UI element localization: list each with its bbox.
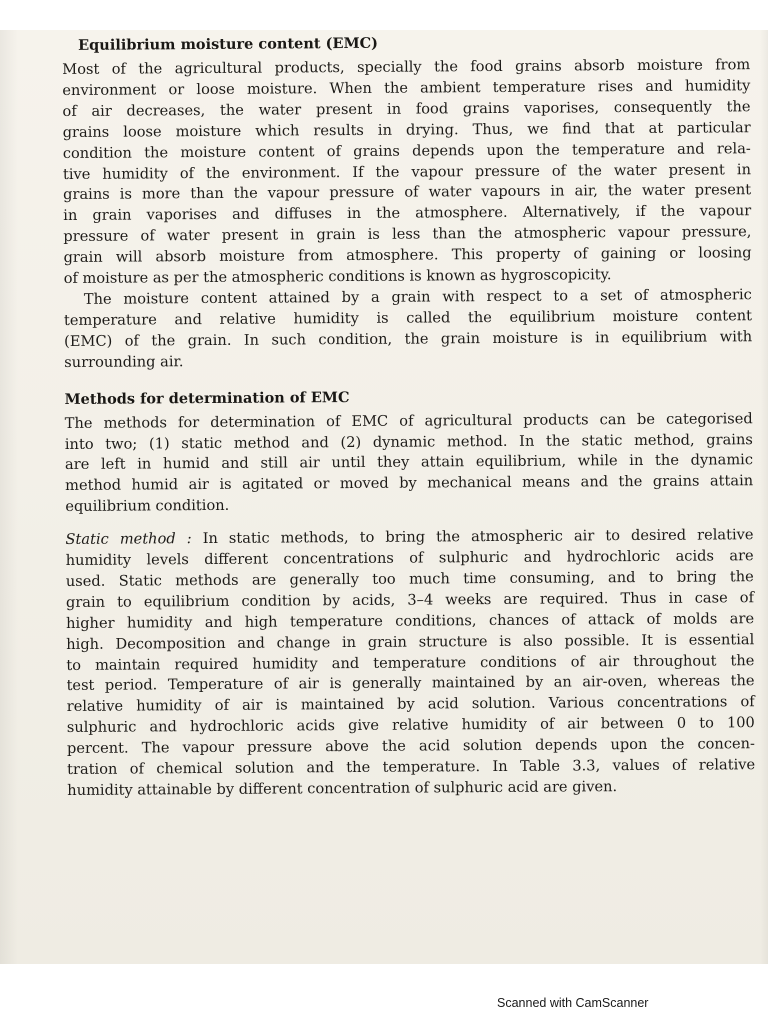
top-margin <box>0 0 768 30</box>
text-line: grain to equilibrium condition by acids, 3–4 weeks are required. Thus in case of <box>65 589 754 611</box>
text-line: relative humidity of air is maintained by acid solution. Various concentrations of <box>66 693 755 716</box>
text-line: into two; (1) static method and (2) dynamic method. In the static method, grains <box>64 430 753 453</box>
text-line: humidity attainable by different concentration of sulphuric acid are given. <box>67 778 618 799</box>
scanner-watermark: Scanned with CamScanner <box>497 996 649 1010</box>
scanned-page <box>0 30 768 964</box>
paragraph-static-method <box>65 525 755 802</box>
text-line: humidity levels different concentrations of sulphuric and hydrochloric acids are <box>65 547 754 570</box>
paragraph-methods-intro <box>65 409 754 518</box>
text-line: to maintain required humidity and temperature conditions of air throughout the <box>66 651 755 674</box>
bottom-margin <box>0 964 768 1024</box>
paragraph-emc-intro <box>62 55 752 290</box>
page-edge-shadow <box>760 30 768 964</box>
text-line: grains is more than the vapour pressure of water vapours in air, the water present <box>63 181 752 204</box>
text-line: tive humidity of the environment. If the vapour pressure of the water present in <box>62 160 752 183</box>
text-line: surrounding air. <box>64 352 184 371</box>
text-line: tration of chemical solution and the temperature. In Table 3.3, values of relative <box>67 756 756 779</box>
text-line: temperature and relative humidity is called the equilibrium moisture content <box>63 307 753 329</box>
text-line: condition the moisture content of grains depends upon the temperature and rela- <box>62 139 751 162</box>
text-line: method humid air is agitated or moved by mechanical means and the grains attain <box>65 472 754 495</box>
text-line: of moisture as per the atmospheric conditions is known as hygroscopicity. <box>63 266 612 288</box>
text-line: percent. The vapour pressure above the acid solution depends upon the concen- <box>66 735 756 758</box>
text-line: (EMC) of the grain. In such condition, the grain moisture is in equilibrium with <box>64 327 753 350</box>
text-line: The methods for determination of EMC of agricultural products can be categorised <box>64 409 753 432</box>
text-line: of air decreases, the water present in food grains vaporises, consequently the <box>62 98 751 120</box>
text-line: environment or loose moisture. When the ambient temperature rises and humidity <box>62 77 751 99</box>
text-line: are left in humid and still air until they attain equilibrium, while in the dynamic <box>64 451 754 474</box>
section-heading-emc: Equilibrium moisture content (EMC) <box>78 34 379 54</box>
text-line: grain will absorb moisture from atmosphere. This property of gaining or loosing <box>63 244 752 267</box>
text-line: in grain vaporises and diffuses in the atmosphere. Alternatively, if the vapour <box>63 202 752 225</box>
text-line: equilibrium condition. <box>65 497 230 516</box>
text-line: pressure of water present in grain is less than the atmospheric vapour pressure, <box>63 223 752 246</box>
text-line: grains loose moisture which results in drying. Thus, we find that at particular <box>62 118 751 141</box>
text-line: higher humidity and high temperature conditions, chances of attack of molds are <box>66 609 755 632</box>
section-heading-methods: Methods for determination of EMC <box>64 388 350 408</box>
paragraph-emc-definition <box>64 285 753 373</box>
static-method-label: Static method : <box>65 530 192 549</box>
page-content <box>62 31 755 802</box>
text-line: sulphuric and hydrochloric acids give relative humidity of air between 0 to 100 <box>66 714 755 737</box>
text-line: high. Decomposition and change in grain structure is also possible. It is essential <box>66 630 755 653</box>
text-line: used. Static methods are generally too much time consuming, and to bring the <box>65 568 754 590</box>
text-line: Most of the agricultural products, specially the food grains absorb moisture from <box>62 56 751 78</box>
text-line: test period. Temperature of air is generally maintained by an air-oven, whereas the <box>66 672 755 695</box>
text-line: The moisture content attained by a grain with respect to a set of atmospheric <box>83 286 752 308</box>
static-method-first-line: In static methods, to bring the atmospheric air to desired relative <box>191 526 754 548</box>
